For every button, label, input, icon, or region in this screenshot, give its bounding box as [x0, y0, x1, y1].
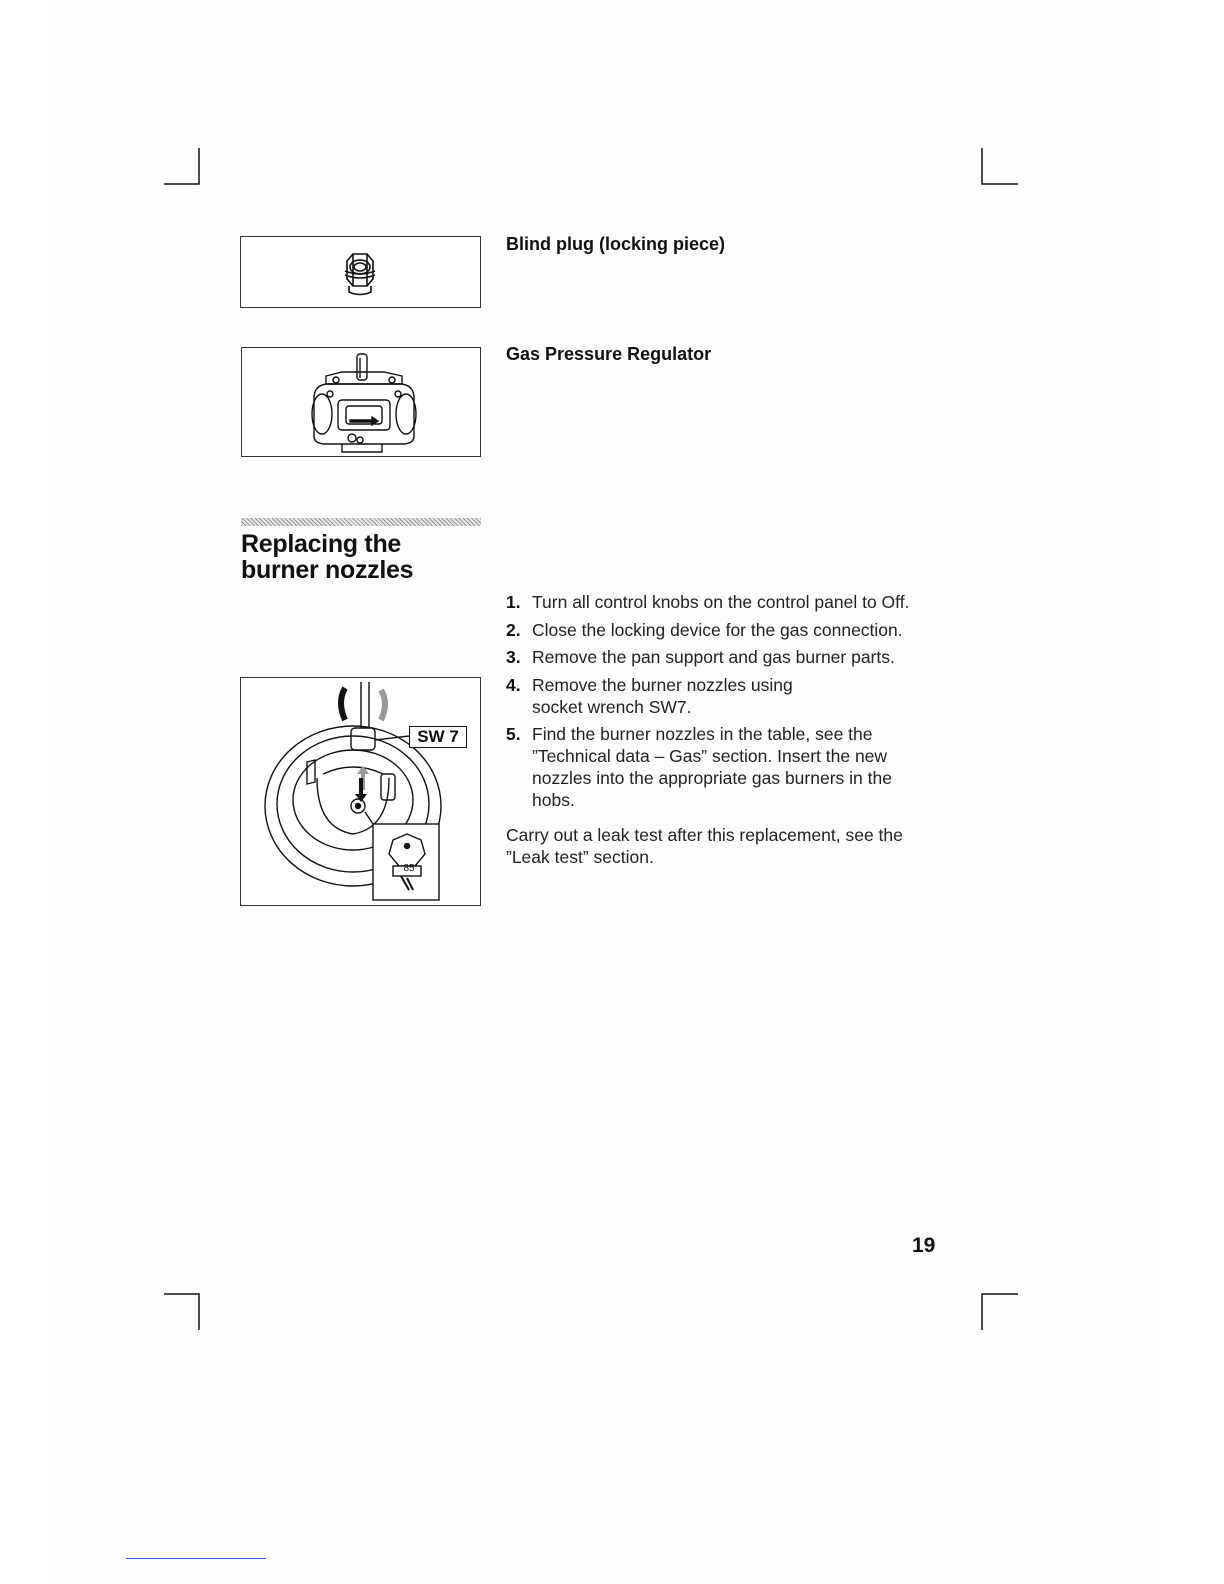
leak-test-note: Carry out a leak test after this replacement, see the ”Leak test” section.: [506, 825, 903, 867]
step-text: Find the burner nozzles in the table, see the ”Technical data – Gas” section. Insert the new nozzles into the appropriate gas burners in the hobs.: [532, 724, 892, 810]
blind-plug-label: Blind plug (locking piece): [506, 234, 726, 254]
crop-mark-top-right: [980, 148, 1018, 186]
socket-wrench-label: SW 7: [409, 726, 467, 748]
gas-pressure-regulator-icon: [242, 348, 479, 455]
blind-plug-figure: [240, 236, 481, 308]
step-text: Close the locking device for the gas connection.: [532, 619, 903, 640]
step-number: 3.: [506, 647, 521, 667]
blind-plug-icon: [241, 237, 479, 306]
section-title-line-1: Replacing the: [241, 530, 402, 558]
step-item: [506, 674, 936, 718]
step-number: 4.: [506, 674, 521, 695]
crop-mark-top-left: [164, 148, 202, 186]
step-text: Remove the pan support and gas burner parts.: [532, 647, 895, 667]
step-number: 2.: [506, 619, 521, 640]
step-item: [506, 723, 936, 811]
burner-nozzle-figure: [240, 677, 481, 906]
step-item: [506, 591, 936, 613]
gas-pressure-regulator-label: Gas Pressure Regulator: [506, 344, 712, 364]
section-title: [241, 531, 501, 583]
crop-mark-bottom-left: [164, 1292, 202, 1330]
crop-mark-bottom-right: [980, 1292, 1018, 1330]
step-item: [506, 646, 936, 668]
nozzle-marking: 85: [403, 863, 415, 874]
step-item: [506, 619, 936, 641]
section-divider: [241, 518, 481, 526]
burner-nozzle-illustration: [241, 678, 479, 904]
link-underline: [126, 1558, 266, 1559]
step-text: Remove the burner nozzles using socket wrench SW7.: [532, 674, 793, 717]
page-number: 19: [912, 1234, 936, 1257]
step-text: Turn all control knobs on the control panel to Off.: [532, 592, 910, 612]
step-number: 5.: [506, 724, 521, 744]
step-number: 1.: [506, 592, 521, 612]
section-title-line-2: burner nozzles: [241, 556, 414, 584]
steps-list: [506, 591, 936, 817]
gas-pressure-regulator-figure: [241, 347, 481, 457]
